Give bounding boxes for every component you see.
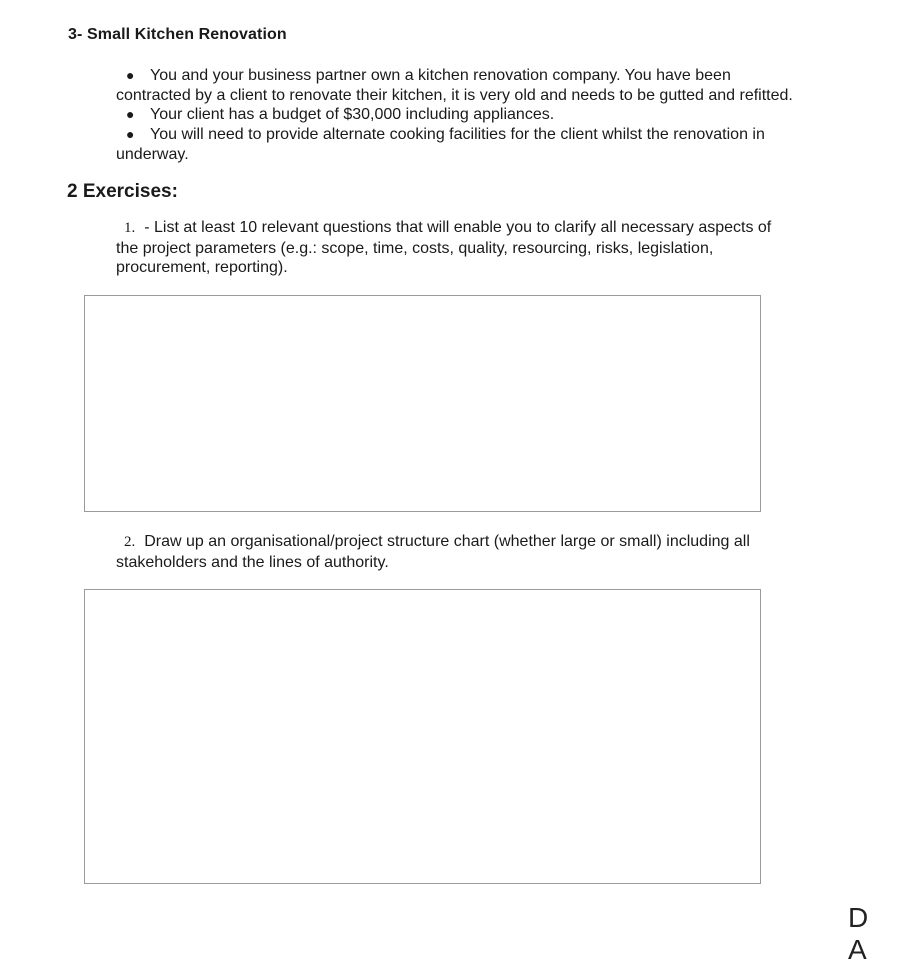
exercise-1-number: 1.	[124, 220, 136, 236]
bullet-icon: ●	[126, 67, 135, 83]
bullet-2-line1: Your client has a budget of $30,000 including appliances.	[150, 106, 555, 123]
bullet-3-line1: You will need to provide alternate cooking facilities for the client whilst the renovation in	[150, 126, 765, 143]
exercise-1-answer-box[interactable]	[84, 295, 761, 512]
section-title: 3- Small Kitchen Renovation	[68, 26, 287, 43]
bullet-item-3	[116, 125, 876, 164]
exercise-2-line1: Draw up an organisational/project structure chart (whether large or small) including all	[144, 533, 750, 550]
bullet-item-1	[116, 66, 876, 105]
bullet-icon: ●	[126, 126, 135, 142]
exercise-2-number: 2.	[124, 534, 136, 550]
exercise-1-line1: - List at least 10 relevant questions that will enable you to clarify all necessary aspects of	[144, 219, 772, 236]
exercise-1-line3: procurement, reporting).	[116, 259, 288, 276]
bullet-icon: ●	[126, 106, 135, 122]
exercise-item-1	[116, 218, 876, 278]
bullet-1-line1: You and your business partner own a kitchen renovation company. You have been	[150, 67, 731, 84]
exercise-2-line2: stakeholders and the lines of authority.	[116, 553, 389, 571]
exercise-1-line2: the project parameters (e.g.: scope, time, costs, quality, resourcing, risks, legislation,	[116, 239, 714, 257]
bullet-item-2	[116, 105, 876, 125]
exercise-item-2	[116, 532, 876, 572]
bullet-3-line2: underway.	[116, 145, 189, 163]
exercises-heading: 2 Exercises:	[67, 181, 178, 202]
cut-off-footer-text: D A	[848, 902, 877, 965]
bullet-1-line2: contracted by a client to renovate their kitchen, it is very old and needs to be gutted and refitted.	[116, 86, 793, 104]
exercise-2-answer-box[interactable]	[84, 589, 761, 884]
